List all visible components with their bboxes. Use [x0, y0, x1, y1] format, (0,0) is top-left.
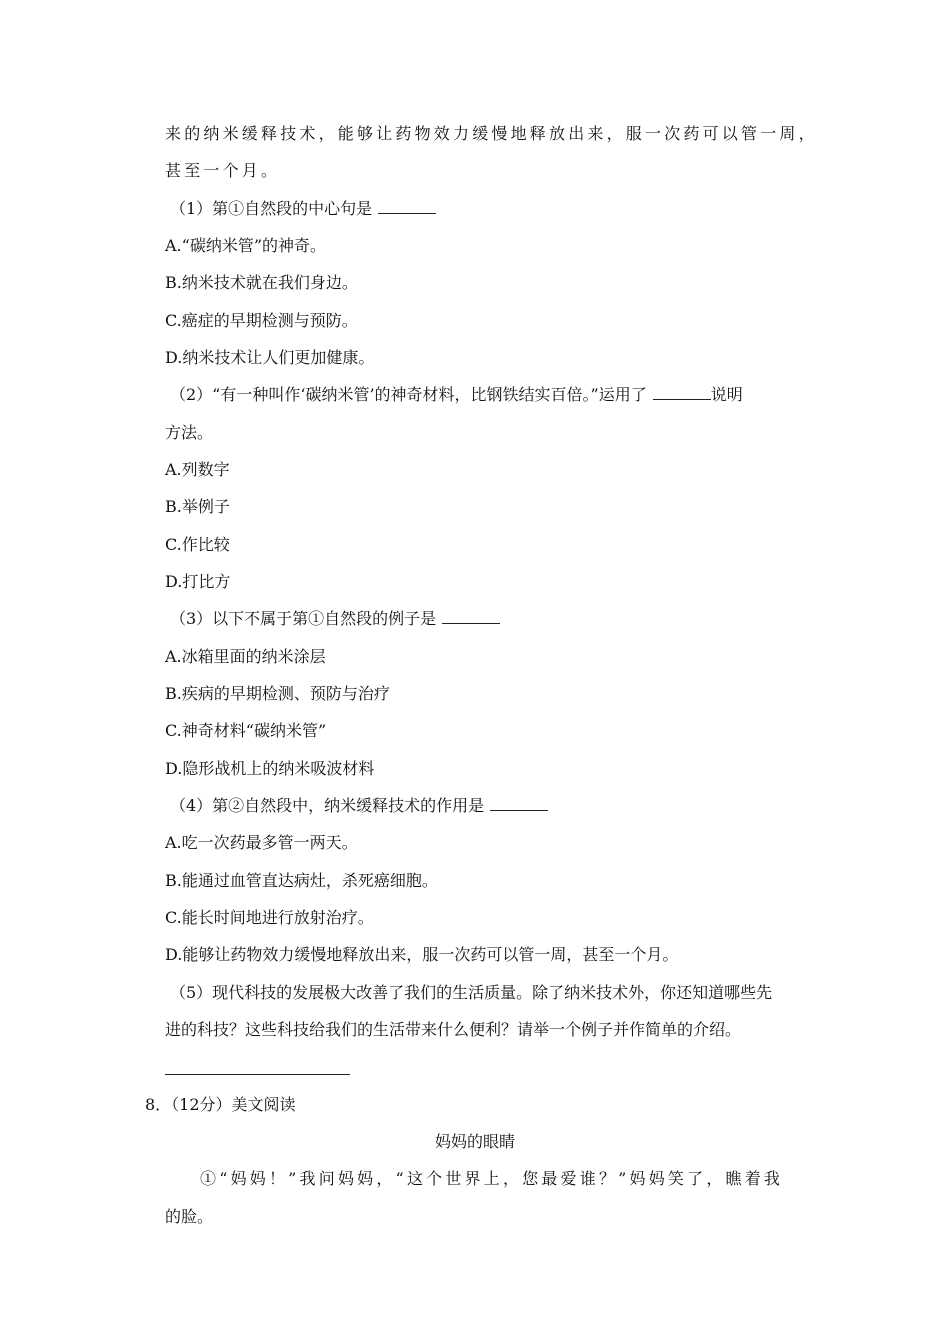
option-item: A.“碳纳米管”的神奇。 — [165, 236, 327, 255]
question-8-header: 8．（12分）美文阅读 — [145, 1095, 296, 1114]
passage-line: 的脸。 — [165, 1207, 214, 1226]
option-item: D.能够让药物效力缓慢地释放出来，服一次药可以管一周，甚至一个月。 — [165, 945, 679, 964]
option-item: D.打比方 — [165, 572, 231, 591]
option-item: A.冰箱里面的纳米涂层 — [165, 647, 326, 666]
passage-line: 来的纳米缓释技术，能够让药物效力缓慢地释放出来，服一次药可以管一周， — [165, 124, 818, 143]
option-item: A.列数字 — [165, 460, 230, 479]
question-2-stem: （2）“有一种叫作‘碳纳米管’的神奇材料，比钢铁结实百倍。”运用了 说明 — [170, 385, 743, 404]
answer-line[interactable] — [165, 1074, 350, 1075]
question-5-stem: （5）现代科技的发展极大改善了我们的生活质量。除了纳米技术外，你还知道哪些先 — [170, 983, 773, 1002]
question-3-stem: （3）以下不属于第①自然段的例子是 — [170, 608, 500, 630]
option-item: A.吃一次药最多管一两天。 — [165, 833, 358, 852]
question-1-stem: （1）第①自然段的中心句是 — [170, 198, 436, 220]
option-item: C.神奇材料“碳纳米管” — [165, 721, 327, 740]
option-item: B.纳米技术就在我们身边。 — [165, 273, 358, 292]
answer-blank[interactable] — [490, 796, 548, 811]
answer-blank[interactable] — [442, 609, 500, 624]
option-item: D.隐形战机上的纳米吸波材料 — [165, 759, 375, 778]
question-2-stem-continued: 方法。 — [165, 423, 214, 442]
passage-title: 妈妈的眼睛 — [434, 1132, 515, 1151]
option-item: B.能通过血管直达病灶，杀死癌细胞。 — [165, 871, 438, 890]
passage-line: 甚至一个月。 — [165, 161, 281, 180]
question-4-stem: （4）第②自然段中，纳米缓释技术的作用是 — [170, 795, 548, 817]
option-item: B.举例子 — [165, 497, 230, 516]
passage-line: ①“妈妈！”我问妈妈，“这个世界上，您最爱谁？”妈妈笑了，瞧着我 — [200, 1169, 784, 1188]
option-item: C.作比较 — [165, 535, 230, 554]
option-item: D.纳米技术让人们更加健康。 — [165, 348, 375, 367]
answer-blank[interactable] — [653, 385, 711, 400]
answer-blank[interactable] — [378, 199, 436, 214]
option-item: C.能长时间地进行放射治疗。 — [165, 908, 374, 927]
option-item: B.疾病的早期检测、预防与治疗 — [165, 684, 390, 703]
question-5-stem-continued: 进的科技？这些科技给我们的生活带来什么便利？请举一个例子并作简单的介绍。 — [165, 1020, 742, 1039]
option-item: C.癌症的早期检测与预防。 — [165, 311, 358, 330]
